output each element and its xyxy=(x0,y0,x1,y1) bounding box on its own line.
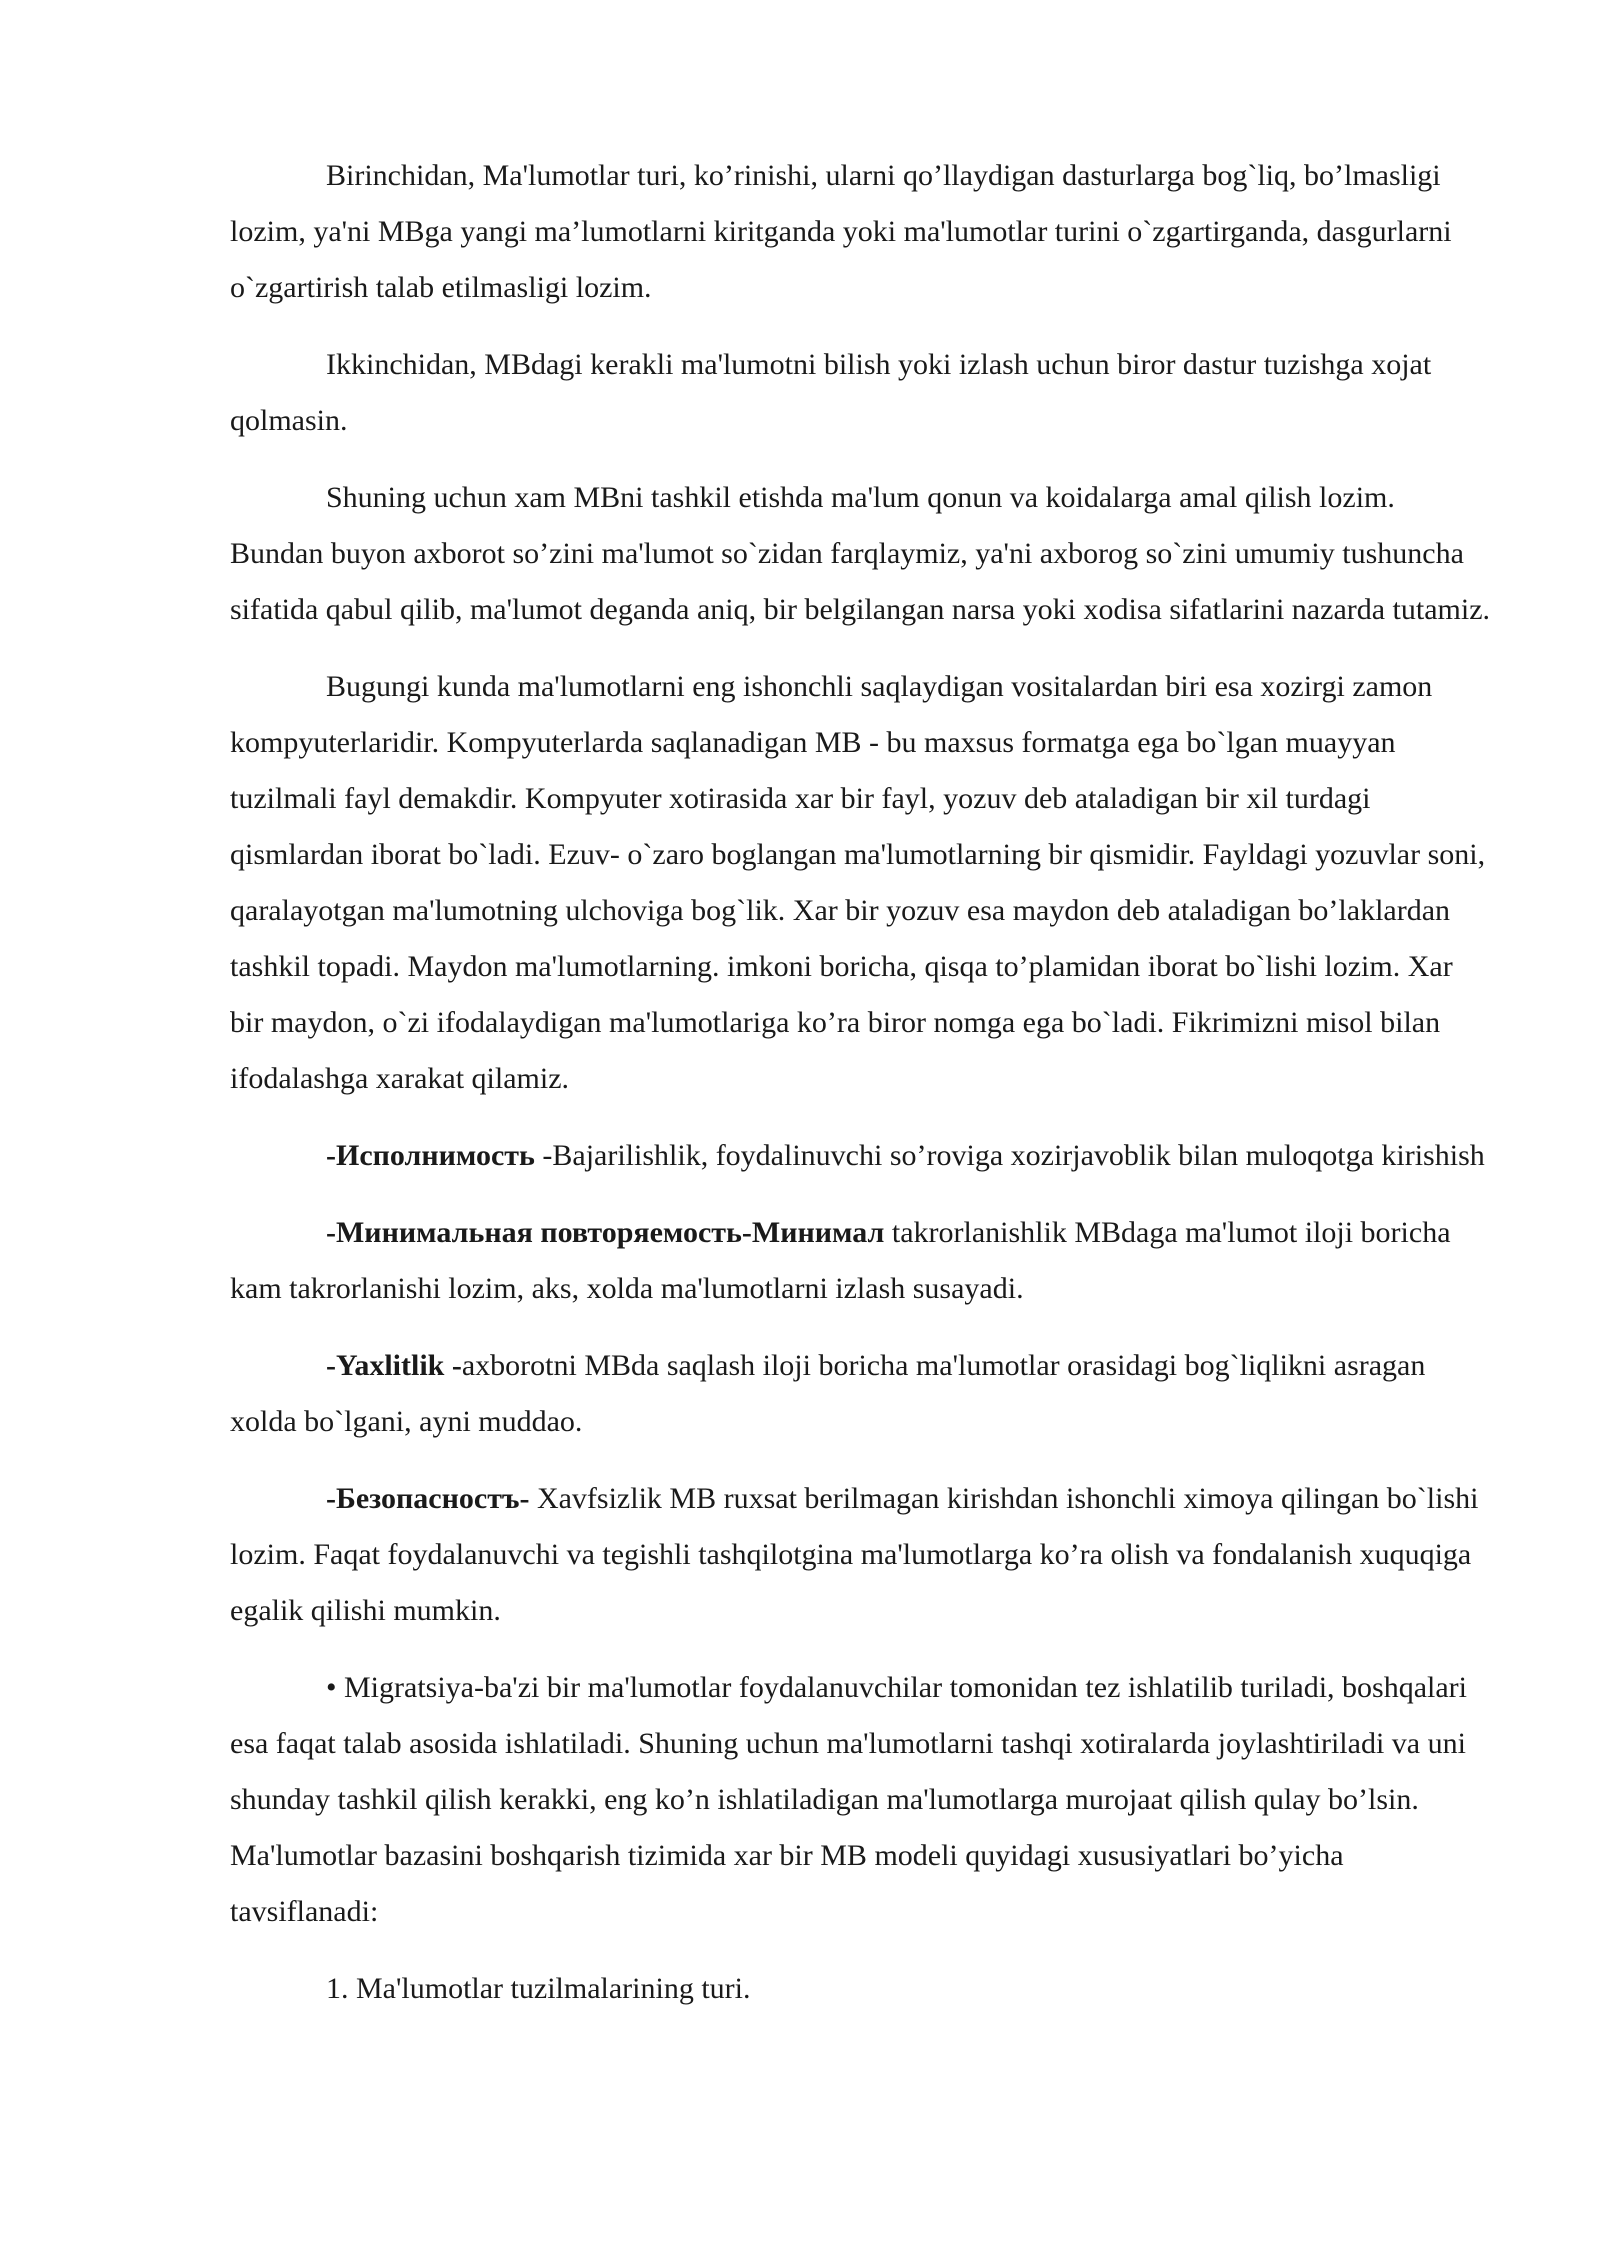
paragraph-yaxlitlik xyxy=(230,1338,1492,1450)
paragraph-migratsiya-bullet xyxy=(230,1660,1492,1940)
paragraph-text: 1. Ma'lumotlar tuzilmalarining turi. xyxy=(326,1972,751,2005)
term-heading: -Исполнимость xyxy=(326,1139,535,1172)
paragraph-bezopasnost xyxy=(230,1471,1492,1639)
term-heading: -Yaxlitlik - xyxy=(326,1349,462,1382)
document-body xyxy=(230,148,1492,2038)
numbered-item-1 xyxy=(230,1961,1492,2017)
paragraph-ikkinchidan xyxy=(230,337,1492,449)
paragraph-text: Shuning uchun xam MBni tashkil etishda ma'lum qonun va koidalarga amal qilish lozim. Bundan buyon axborot so’zini ma'lumot so`zidan farqlaymiz, ya'ni axborog so`zini umumiy tushuncha sifatida qabul qilib, ma'lumot deganda aniq, bir belgilangan narsa yoki xodisa sifatlarini nazarda tutamiz. xyxy=(230,481,1491,626)
paragraph-text: takrorlanishlik MBdaga ma'lumot iloji boricha kam takrorlanishi lozim, aks, xolda ma'lumotlarni izlash susayadi. xyxy=(230,1216,1451,1305)
paragraph-shuning-uchun xyxy=(230,470,1492,638)
term-heading: -Минимальная повторяемость-Минимал xyxy=(326,1216,885,1249)
paragraph-minimalnaya-povtoryaemost xyxy=(230,1205,1492,1317)
paragraph-bugungi-kunda xyxy=(230,659,1492,1107)
paragraph-text: Ikkinchidan, MBdagi kerakli ma'lumotni bilish yoki izlash uchun biror dastur tuzishga xojat qolmasin. xyxy=(230,348,1432,437)
paragraph-birinchidan xyxy=(230,148,1492,316)
paragraph-text: Birinchidan, Ma'lumotlar turi, ko’rinishi, ularni qo’llaydigan dasturlarga bog`liq, bo’lmasligi lozim, ya'ni MBga yangi ma’lumotlarni kiritganda yoki ma'lumotlar turini o`zgartirganda, dasgurlarni o`zgartirish talab etilmasligi lozim. xyxy=(230,159,1452,304)
paragraph-text: -Bajarilishlik, foydalinuvchi so’roviga xozirjavoblik bilan muloqotga kirishish xyxy=(534,1139,1485,1172)
paragraph-text: axborotni MBda saqlash iloji boricha ma'lumotlar orasidagi bog`liqlikni asragan xolda bo`lgani, ayni muddao. xyxy=(230,1349,1426,1438)
term-heading: -Безопасностъ- xyxy=(326,1482,530,1515)
paragraph-text: Bugungi kunda ma'lumotlarni eng ishonchli saqlaydigan vositalardan biri esa xozirgi zamon kompyuterlaridir. Kompyuterlarda saqlanadigan MB - bu maxsus formatga ega bo`lgan muayyan tuzilmali fayl demakdir. Kompyuter xotirasida xar bir fayl, yozuv deb ataladigan bir xil turdagi qismlardan iborat bo`ladi. Ezuv- o`zaro boglangan ma'lumotlarning bir qismidir. Fayldagi yozuvlar soni, qaralayotgan ma'lumotning ulchoviga bog`lik. Xar bir yozuv esa maydon deb ataladigan bo’laklardan tashkil topadi. Maydon ma'lumotlarning. imkoni boricha, qisqa to’plamidan iborat bo`lishi lozim. Xar bir maydon, o`zi ifodalaydigan ma'lumotlariga ko’ra biror nomga ega bo`ladi. Fikrimizni misol bilan ifodalashga xarakat qilamiz. xyxy=(230,670,1486,1095)
paragraph-text: Xavfsizlik MB ruxsat berilmagan kirishdan ishonchli ximoya qilingan bo`lishi lozim. Faqat foydalanuvchi va tegishli tashqilotgina ma'lumotlarga ko’ra olish va fondalanish xuquqiga egalik qilishi mumkin. xyxy=(230,1482,1479,1627)
paragraph-text: • Migratsiya-ba'zi bir ma'lumotlar foydalanuvchilar tomonidan tez ishlatilib turiladi, boshqalari esa faqat talab asosida ishlatiladi. Shuning uchun ma'lumotlarni tashqi xotiralarda joylashtiriladi va uni shunday tashkil qilish kerakki, eng ko’n ishlatiladigan ma'lumotlarga murojaat qilish qulay bo’lsin. Ma'lumotlar bazasini boshqarish tizimida xar bir MB modeli quyidagi xususiyatlari bo’yicha tavsiflanadi: xyxy=(230,1671,1468,1928)
paragraph-ispolnimost xyxy=(230,1128,1492,1184)
